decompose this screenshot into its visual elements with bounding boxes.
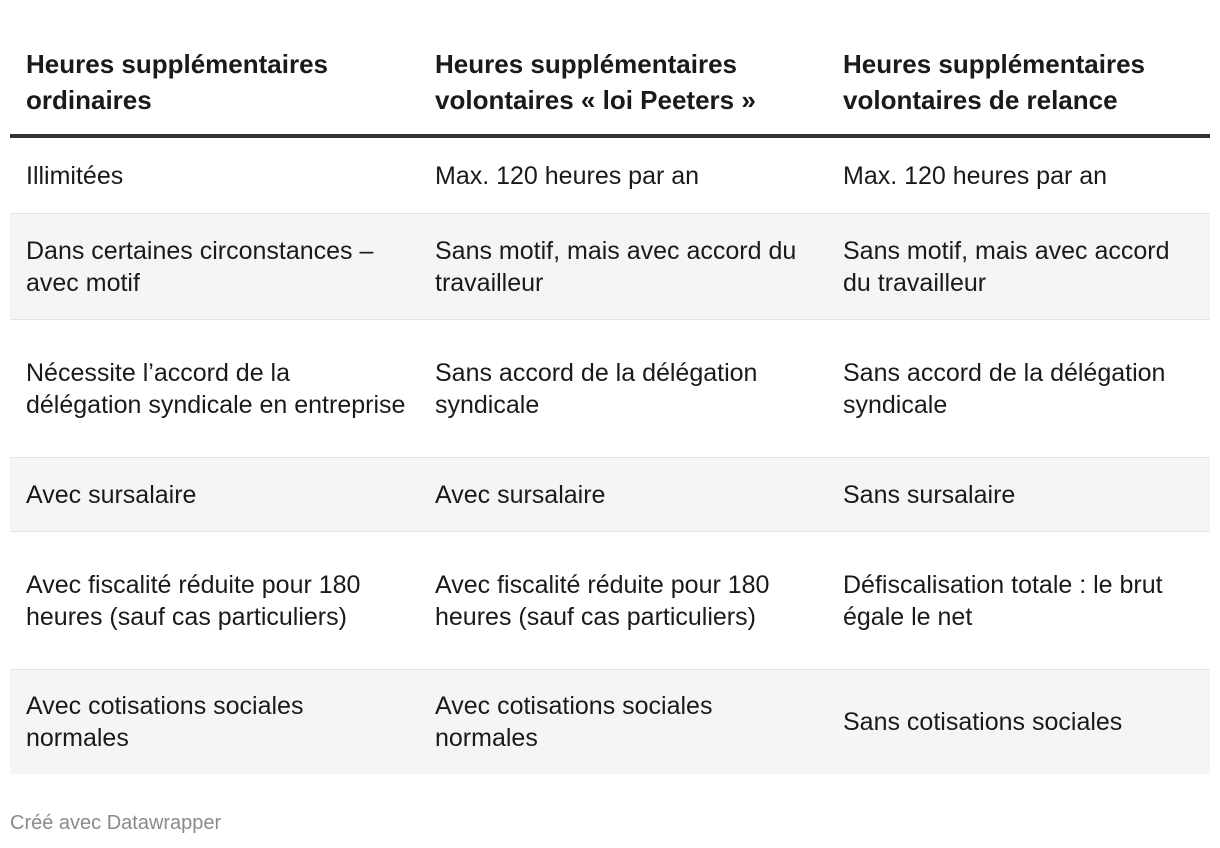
table-cell: Max. 120 heures par an [843, 161, 1108, 190]
table-cell: Sans accord de la délégation syndicale [843, 358, 1166, 419]
table-cell: Avec sursalaire [435, 480, 606, 509]
table-cell: Avec sursalaire [26, 480, 197, 509]
table-cell: Dans certaines circonstances – avec motif [26, 236, 374, 297]
credit-footer: Créé avec Datawrapper [10, 812, 222, 834]
column-header: Heures supplémentaires volontaires de relance [843, 49, 1146, 115]
table-cell: Avec cotisations sociales normales [26, 692, 304, 752]
table-cell: Avec fiscalité réduite pour 180 heures (sauf cas particuliers) [26, 570, 361, 631]
table-cell: Sans cotisations sociales [843, 708, 1123, 736]
table-cell: Sans sursalaire [843, 480, 1016, 509]
table-cell: Nécessite l’accord de la délégation syndicale en entreprise [26, 358, 406, 419]
table-cell: Avec fiscalité réduite pour 180 heures (sauf cas particuliers) [435, 570, 770, 631]
table-cell: Défiscalisation totale : le brut égale le net [843, 570, 1163, 631]
comparison-table [10, 46, 1210, 774]
table-row [10, 138, 1210, 214]
table-row [10, 320, 1210, 458]
table-cell: Illimitées [26, 161, 124, 190]
table-cell: Sans motif, mais avec accord du travailleur [435, 236, 797, 297]
table-cell: Max. 120 heures par an [435, 161, 700, 190]
column-header: Heures supplémentaires volontaires « loi Peeters » [435, 49, 756, 115]
table-row [10, 214, 1210, 320]
column-header: Heures supplémentaires ordinaires [26, 49, 329, 115]
table-row [10, 670, 1210, 774]
table-header-row [10, 46, 1210, 138]
table-cell: Sans motif, mais avec accord du travailleur [843, 236, 1170, 297]
table-row [10, 458, 1210, 532]
table-cell: Sans accord de la délégation syndicale [435, 358, 758, 419]
table-cell: Avec cotisations sociales normales [435, 692, 713, 752]
table-row [10, 532, 1210, 670]
